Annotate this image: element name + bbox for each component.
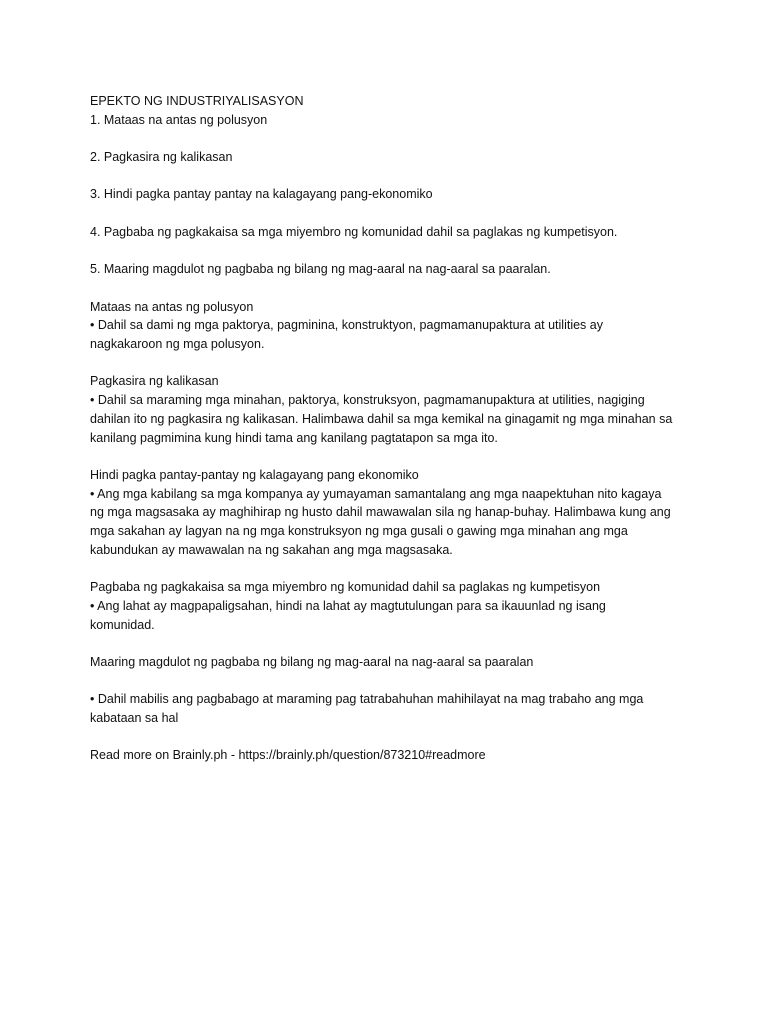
- section-heading-paaralan: Maaring magdulot ng pagbaba ng bilang ng mag-aaral na nag-aaral sa paaralan: [90, 654, 534, 669]
- list-item-4: 4. Pagbaba ng pagkakaisa sa mga miyembro ng komunidad dahil sa paglakas ng kumpetisyon.: [90, 224, 618, 239]
- section-text-line: kabataan sa hal: [90, 711, 179, 726]
- section-text-line: • Dahil sa dami ng mga paktorya, pagminina, konstruktyon, pagmamanupaktura at utilities ay: [90, 318, 603, 333]
- list-item-5: 5. Maaring magdulot ng pagbaba ng bilang ng mag-aaral na nag-aaral sa paaralan.: [90, 262, 551, 277]
- section-text-line: • Ang lahat ay magpapaligsahan, hindi na lahat ay magtutulungan para sa ikauunlad ng isang: [90, 598, 606, 613]
- section-text-line: dahilan ito ng pagkasira ng kalikasan. Halimbawa dahil sa mga kemikal na ginagamit ng mga minahan sa: [90, 411, 673, 426]
- list-item-2: 2. Pagkasira ng kalikasan: [90, 150, 233, 165]
- section-text-line: ng mga magsasaka ay maghihirap ng husto dahil mawawalan sila ng hanap-buhay. Halimbawa kung ang: [90, 505, 671, 520]
- section-text-line: • Ang mga kabilang sa mga kompanya ay yumayaman samantalang ang mga naapektuhan nito kagaya: [90, 486, 662, 501]
- section-text-line: nagkakaroon ng mga polusyon.: [90, 337, 265, 352]
- list-item-3: 3. Hindi pagka pantay pantay na kalagayang pang-ekonomiko: [90, 187, 433, 202]
- section-heading-polusyon: Mataas na antas ng polusyon: [90, 299, 254, 314]
- section-text-line: • Dahil mabilis ang pagbabago at maraming pag tatrabahuhan mahihilayat na mag trabaho ang mga: [90, 692, 644, 707]
- list-item-1: 1. Mataas na antas ng polusyon: [90, 112, 268, 127]
- section-heading-pagkakaisa: Pagbaba ng pagkakaisa sa mga miyembro ng komunidad dahil sa paglakas ng kumpetisyon: [90, 580, 601, 595]
- read-more-footer: Read more on Brainly.ph - https://brainly.ph/question/873210#readmore: [90, 748, 486, 763]
- section-text-line: kanilang pagmimina kung hindi tama ang kanilang pagtatapon sa mga ito.: [90, 430, 498, 445]
- section-text-line: komunidad.: [90, 617, 155, 632]
- section-text-line: mga sakahan ay lagyan na ng mga konstruksyon ng mga gusali o gawing mga minahan ang mga: [90, 524, 628, 539]
- section-text-line: kabundukan ay mawawalan na ng sakahan ang mga magsasaka.: [90, 542, 453, 557]
- section-heading-ekonomiko: Hindi pagka pantay-pantay ng kalagayang pang ekonomiko: [90, 467, 419, 482]
- section-text-line: • Dahil sa maraming mga minahan, paktorya, konstruksyon, pagmamanupaktura at utilities, nagiging: [90, 393, 645, 408]
- document-page: [90, 92, 690, 765]
- document-title: EPEKTO NG INDUSTRIYALISASYON: [90, 94, 304, 108]
- section-heading-kalikasan: Pagkasira ng kalikasan: [90, 374, 219, 389]
